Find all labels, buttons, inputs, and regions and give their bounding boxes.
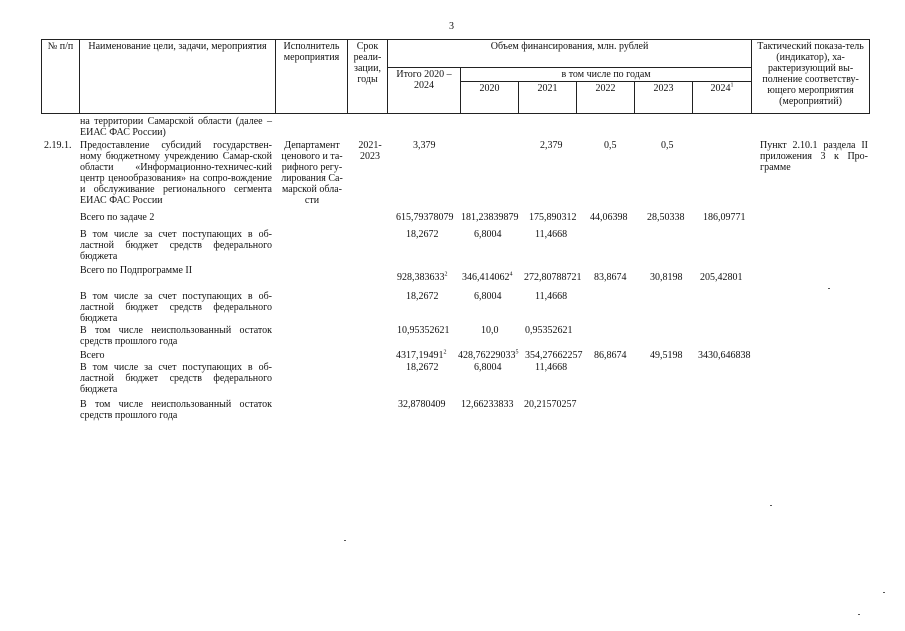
row-task2-federal-total: 18,2672 bbox=[406, 229, 439, 240]
footnote-mark: 1 bbox=[730, 82, 734, 89]
row-continuation-name: на территории Самарской области (далее – ЕИАС ФАС России) bbox=[80, 116, 272, 138]
row-grand-federal-name: В том числе за счет поступающих в об-ластной бюджет средств федерального бюджета bbox=[80, 362, 272, 395]
row-2-19-1-executor: Департамент ценового и та-рифного регу-лирования Са-марской обла-сти bbox=[281, 140, 343, 206]
row-subprogram2-total-2020: 346,414062$^4$ bbox=[462, 271, 513, 283]
row-grand-federal-2021: 11,4668 bbox=[535, 362, 568, 373]
row-subprogram2-remainder-2020: 10,0 bbox=[481, 325, 499, 336]
row-subprogram2-remainder-total: 10,95352621 bbox=[397, 325, 450, 336]
scan-speck bbox=[858, 614, 860, 615]
row-subprogram2-total-2023: 30,8198 bbox=[650, 272, 683, 283]
header-year-2024: 2024$^1$ bbox=[693, 82, 752, 114]
row-subprogram2-total-2024: 205,42801 bbox=[700, 272, 743, 283]
header-num: № п/п bbox=[42, 40, 80, 114]
row-grand-total-2024: 3430,646838 bbox=[698, 350, 751, 361]
header-year-2022: 2022 bbox=[577, 82, 635, 114]
row-grand-remainder-2020: 12,66233833 bbox=[461, 399, 514, 410]
page-number: 3 bbox=[449, 21, 454, 32]
row-grand-federal-2020: 6,8004 bbox=[474, 362, 502, 373]
row-task2-federal-2020: 6,8004 bbox=[474, 229, 502, 240]
row-subprogram2-federal-total: 18,2672 bbox=[406, 291, 439, 302]
header-by-years: в том числе по годам bbox=[461, 68, 752, 82]
row-grand-total-name: Всего bbox=[80, 350, 105, 361]
row-task2-total-name: Всего по задаче 2 bbox=[80, 212, 155, 223]
row-task2-total-2024: 186,09771 bbox=[703, 212, 746, 223]
header-executor: Исполнитель мероприятия bbox=[276, 40, 348, 114]
header-total: Итого 2020 – 2024 bbox=[388, 68, 461, 114]
row-grand-total-2020: 428,76229033$^5$ bbox=[458, 349, 519, 361]
row-2-19-1-num: 2.19.1. bbox=[44, 140, 72, 151]
row-grand-federal-total: 18,2672 bbox=[406, 362, 439, 373]
row-grand-total-2021: 354,27662257 bbox=[525, 350, 583, 361]
row-grand-total-total: 4317,19491$^2$ bbox=[396, 349, 447, 361]
row-subprogram2-total-2021: 272,80788721 bbox=[524, 272, 582, 283]
footnote-mark: 2 bbox=[443, 349, 447, 356]
row-task2-total-2020: 181,23839879 bbox=[461, 212, 519, 223]
row-2-19-1-name: Предоставление субсидий государствен-ному бюджетному учреждению Самар-ской области «Информационно-техничес-кий центр ценообразования» на сопро-вождение и обслуживание регионального сегмента ЕИАС ФАС России bbox=[80, 140, 272, 206]
footnote-mark: 5 bbox=[515, 349, 519, 356]
row-2-19-1-indicator: Пункт 2.10.1 раздела II приложения 3 к Про-грамме bbox=[760, 140, 868, 173]
header-term: Срок реали-зации, годы bbox=[348, 40, 388, 114]
row-grand-remainder-name: В том числе неиспользованный остаток средств прошлого года bbox=[80, 399, 272, 421]
row-task2-total-2022: 44,06398 bbox=[590, 212, 628, 223]
header-year-2021: 2021 bbox=[519, 82, 577, 114]
scan-speck bbox=[828, 288, 830, 289]
row-task2-total-2021: 175,890312 bbox=[529, 212, 577, 223]
footnote-mark: 2 bbox=[444, 271, 448, 278]
scan-speck bbox=[883, 592, 885, 593]
row-task2-federal-2021: 11,4668 bbox=[535, 229, 568, 240]
header-name: Наименование цели, задачи, мероприятия bbox=[80, 40, 276, 114]
row-2-19-1-total: 3,379 bbox=[413, 140, 436, 151]
row-grand-total-2023: 49,5198 bbox=[650, 350, 683, 361]
row-subprogram2-remainder-2021: 0,95352621 bbox=[525, 325, 573, 336]
row-2-19-1-2023: 0,5 bbox=[661, 140, 674, 151]
row-task2-federal-name: В том числе за счет поступающих в об-ластной бюджет средств федерального бюджета bbox=[80, 229, 272, 262]
row-subprogram2-federal-name: В том числе за счет поступающих в об-ластной бюджет средств федерального бюджета bbox=[80, 291, 272, 324]
row-grand-remainder-total: 32,8780409 bbox=[398, 399, 446, 410]
row-grand-remainder-2021: 20,21570257 bbox=[524, 399, 577, 410]
row-subprogram2-federal-2020: 6,8004 bbox=[474, 291, 502, 302]
row-subprogram2-total-total: 928,383633$^2$ bbox=[397, 271, 448, 283]
row-2-19-1-2021: 2,379 bbox=[540, 140, 563, 151]
row-task2-total-total: 615,79378079 bbox=[396, 212, 454, 223]
row-subprogram2-total-2022: 83,8674 bbox=[594, 272, 627, 283]
scan-speck bbox=[770, 505, 772, 506]
row-grand-total-2022: 86,8674 bbox=[594, 350, 627, 361]
header-year-2023: 2023 bbox=[635, 82, 693, 114]
footnote-mark: 4 bbox=[509, 271, 513, 278]
row-subprogram2-federal-2021: 11,4668 bbox=[535, 291, 568, 302]
row-subprogram2-total-name: Всего по Подпрограмме II bbox=[80, 265, 193, 276]
header-year-2020: 2020 bbox=[461, 82, 519, 114]
scan-speck bbox=[344, 540, 346, 541]
header-indicator: Тактический показа-тель (индикатор), ха-рактеризующий вы-полнение соответству-ющего мероприятия (мероприятий) bbox=[752, 40, 870, 114]
row-2-19-1-2022: 0,5 bbox=[604, 140, 617, 151]
row-task2-total-2023: 28,50338 bbox=[647, 212, 685, 223]
row-2-19-1-term: 2021-2023 bbox=[358, 140, 382, 162]
header-funding: Объем финансирования, млн. рублей bbox=[388, 40, 752, 68]
row-subprogram2-remainder-name: В том числе неиспользованный остаток средств прошлого года bbox=[80, 325, 272, 347]
